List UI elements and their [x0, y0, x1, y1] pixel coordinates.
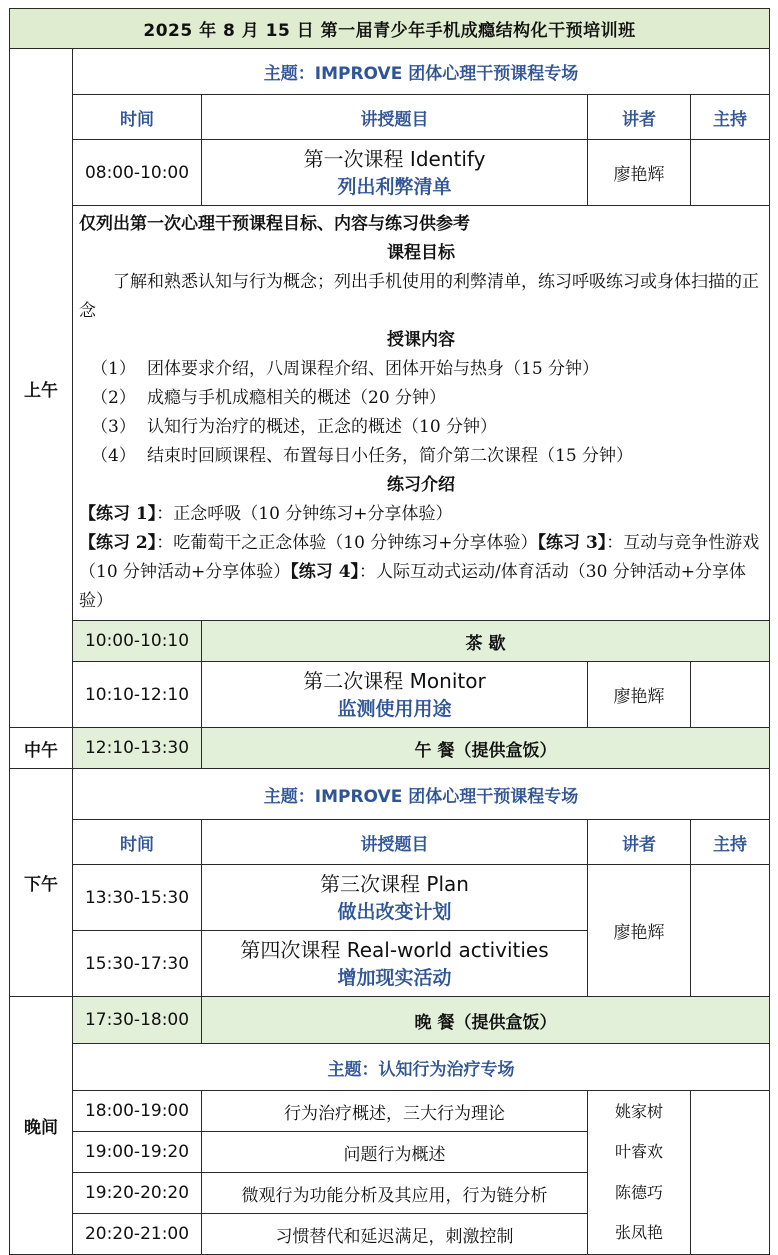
header-topic: 讲授题目	[202, 820, 588, 865]
session-row	[10, 865, 770, 931]
speaker-name: 陈德巧	[614, 1182, 663, 1202]
session-row	[10, 662, 770, 728]
evening-topic: 问题行为概述	[202, 1132, 588, 1173]
session1-subtitle: 列出利弊清单	[337, 175, 452, 198]
evening-topic: 微观行为功能分析及其应用，行为链分析	[202, 1173, 588, 1214]
break-row	[10, 621, 770, 662]
header-speaker: 讲者	[588, 820, 691, 865]
break-label: 茶 歇	[202, 621, 770, 662]
session3-time: 13:30-15:30	[73, 865, 202, 931]
afternoon-speaker: 廖艳辉	[588, 865, 691, 997]
afternoon-theme-row	[10, 769, 770, 820]
practice-1: 【练习 1】：正念呼吸（10 分钟练习+分享体验）	[79, 504, 453, 524]
evening-session-row	[10, 1091, 770, 1132]
session1-speaker: 廖艳辉	[588, 140, 691, 206]
session4-title: 第四次课程 Real-world activities	[240, 937, 549, 962]
session4-subtitle: 增加现实活动	[337, 966, 452, 989]
schedule-table	[9, 8, 770, 1255]
session2-subtitle: 监测使用用途	[337, 697, 452, 720]
detail-row	[10, 206, 770, 621]
afternoon-theme: 主题：IMPROVE 团体心理干预课程专场	[73, 769, 770, 820]
session1-topic	[202, 140, 588, 206]
session2-speaker: 廖艳辉	[588, 662, 691, 728]
goal-text: 了解和熟悉认知与行为概念；列出手机使用的利弊清单，练习呼吸练习或身体扫描的正念	[79, 272, 759, 321]
session3-topic	[202, 865, 588, 931]
period-noon: 中午	[10, 728, 73, 769]
session1-title: 第一次课程 Identify	[303, 146, 486, 171]
period-afternoon: 下午	[10, 769, 73, 997]
afternoon-host	[691, 865, 770, 997]
speaker-name: 叶睿欢	[614, 1142, 663, 1161]
content-item: （2） 成瘾与手机成瘾相关的概述（20 分钟）	[91, 388, 447, 408]
evening-time: 20:20-21:00	[73, 1214, 202, 1255]
morning-header-row	[10, 95, 770, 140]
header-topic: 讲授题目	[202, 95, 588, 140]
lunch-label: 午 餐（提供盒饭）	[202, 728, 770, 769]
morning-theme-row	[10, 49, 770, 95]
course-detail	[73, 206, 770, 621]
lunch-time: 12:10-13:30	[73, 728, 202, 769]
evening-topic: 行为治疗概述，三大行为理论	[202, 1091, 588, 1132]
morning-theme: 主题：IMPROVE 团体心理干预课程专场	[73, 49, 770, 95]
goal-heading: 课程目标	[387, 243, 456, 263]
evening-speakers	[588, 1091, 691, 1255]
header-speaker: 讲者	[588, 95, 691, 140]
session4-topic	[202, 931, 588, 997]
session2-topic	[202, 662, 588, 728]
speaker-name: 张凤艳	[614, 1223, 663, 1242]
dinner-label: 晚 餐（提供盒饭）	[202, 997, 770, 1044]
evening-time: 19:20-20:20	[73, 1173, 202, 1214]
practice-2-4: 【练习 2】：吃葡萄干之正念体验（10 分钟练习+分享体验）【练习 3】：互动与竞争性游戏（10 分钟活动+分享体验）【练习 4】：人际互动式运动/体育活动（30 分钟活动+分享体验）	[79, 533, 760, 611]
header-host: 主持	[691, 95, 770, 140]
session2-title: 第二次课程 Monitor	[303, 668, 486, 693]
title-row	[10, 9, 770, 49]
content-heading: 授课内容	[387, 330, 456, 350]
session2-time: 10:10-12:10	[73, 662, 202, 728]
lunch-row	[10, 728, 770, 769]
session1-time: 08:00-10:00	[73, 140, 202, 206]
speaker-name: 姚家树	[614, 1101, 663, 1121]
evening-time: 18:00-19:00	[73, 1091, 202, 1132]
evening-theme: 主题：认知行为治疗专场	[73, 1044, 770, 1091]
session-row	[10, 140, 770, 206]
session1-host	[691, 140, 770, 206]
dinner-time: 17:30-18:00	[73, 997, 202, 1044]
header-host: 主持	[691, 820, 770, 865]
evening-theme-row	[10, 1044, 770, 1091]
content-item: （1） 团体要求介绍，八周课程介绍、团体开始与热身（15 分钟）	[91, 359, 600, 379]
evening-time: 19:00-19:20	[73, 1132, 202, 1173]
session3-subtitle: 做出改变计划	[337, 900, 452, 923]
page-title: 2025 年 8 月 15 日 第一届青少年手机成瘾结构化干预培训班	[10, 9, 770, 49]
session3-title: 第三次课程 Plan	[320, 871, 469, 896]
dinner-row	[10, 997, 770, 1044]
break-time: 10:00-10:10	[73, 621, 202, 662]
session4-time: 15:30-17:30	[73, 931, 202, 997]
content-item: （3） 认知行为治疗的概述，正念的概述（10 分钟）	[91, 417, 498, 437]
evening-host	[691, 1091, 770, 1255]
detail-intro: 仅列出第一次心理干预课程目标、内容与练习供参考	[79, 214, 470, 234]
session2-host	[691, 662, 770, 728]
afternoon-header-row	[10, 820, 770, 865]
header-time: 时间	[73, 95, 202, 140]
header-time: 时间	[73, 820, 202, 865]
content-item: （4） 结束时回顾课程、布置每日小任务，简介第二次课程（15 分钟）	[91, 446, 634, 466]
practice-heading: 练习介绍	[387, 475, 456, 495]
evening-topic: 习惯替代和延迟满足，刺激控制	[202, 1214, 588, 1255]
period-morning: 上午	[10, 49, 73, 728]
period-evening: 晚间	[10, 997, 73, 1255]
